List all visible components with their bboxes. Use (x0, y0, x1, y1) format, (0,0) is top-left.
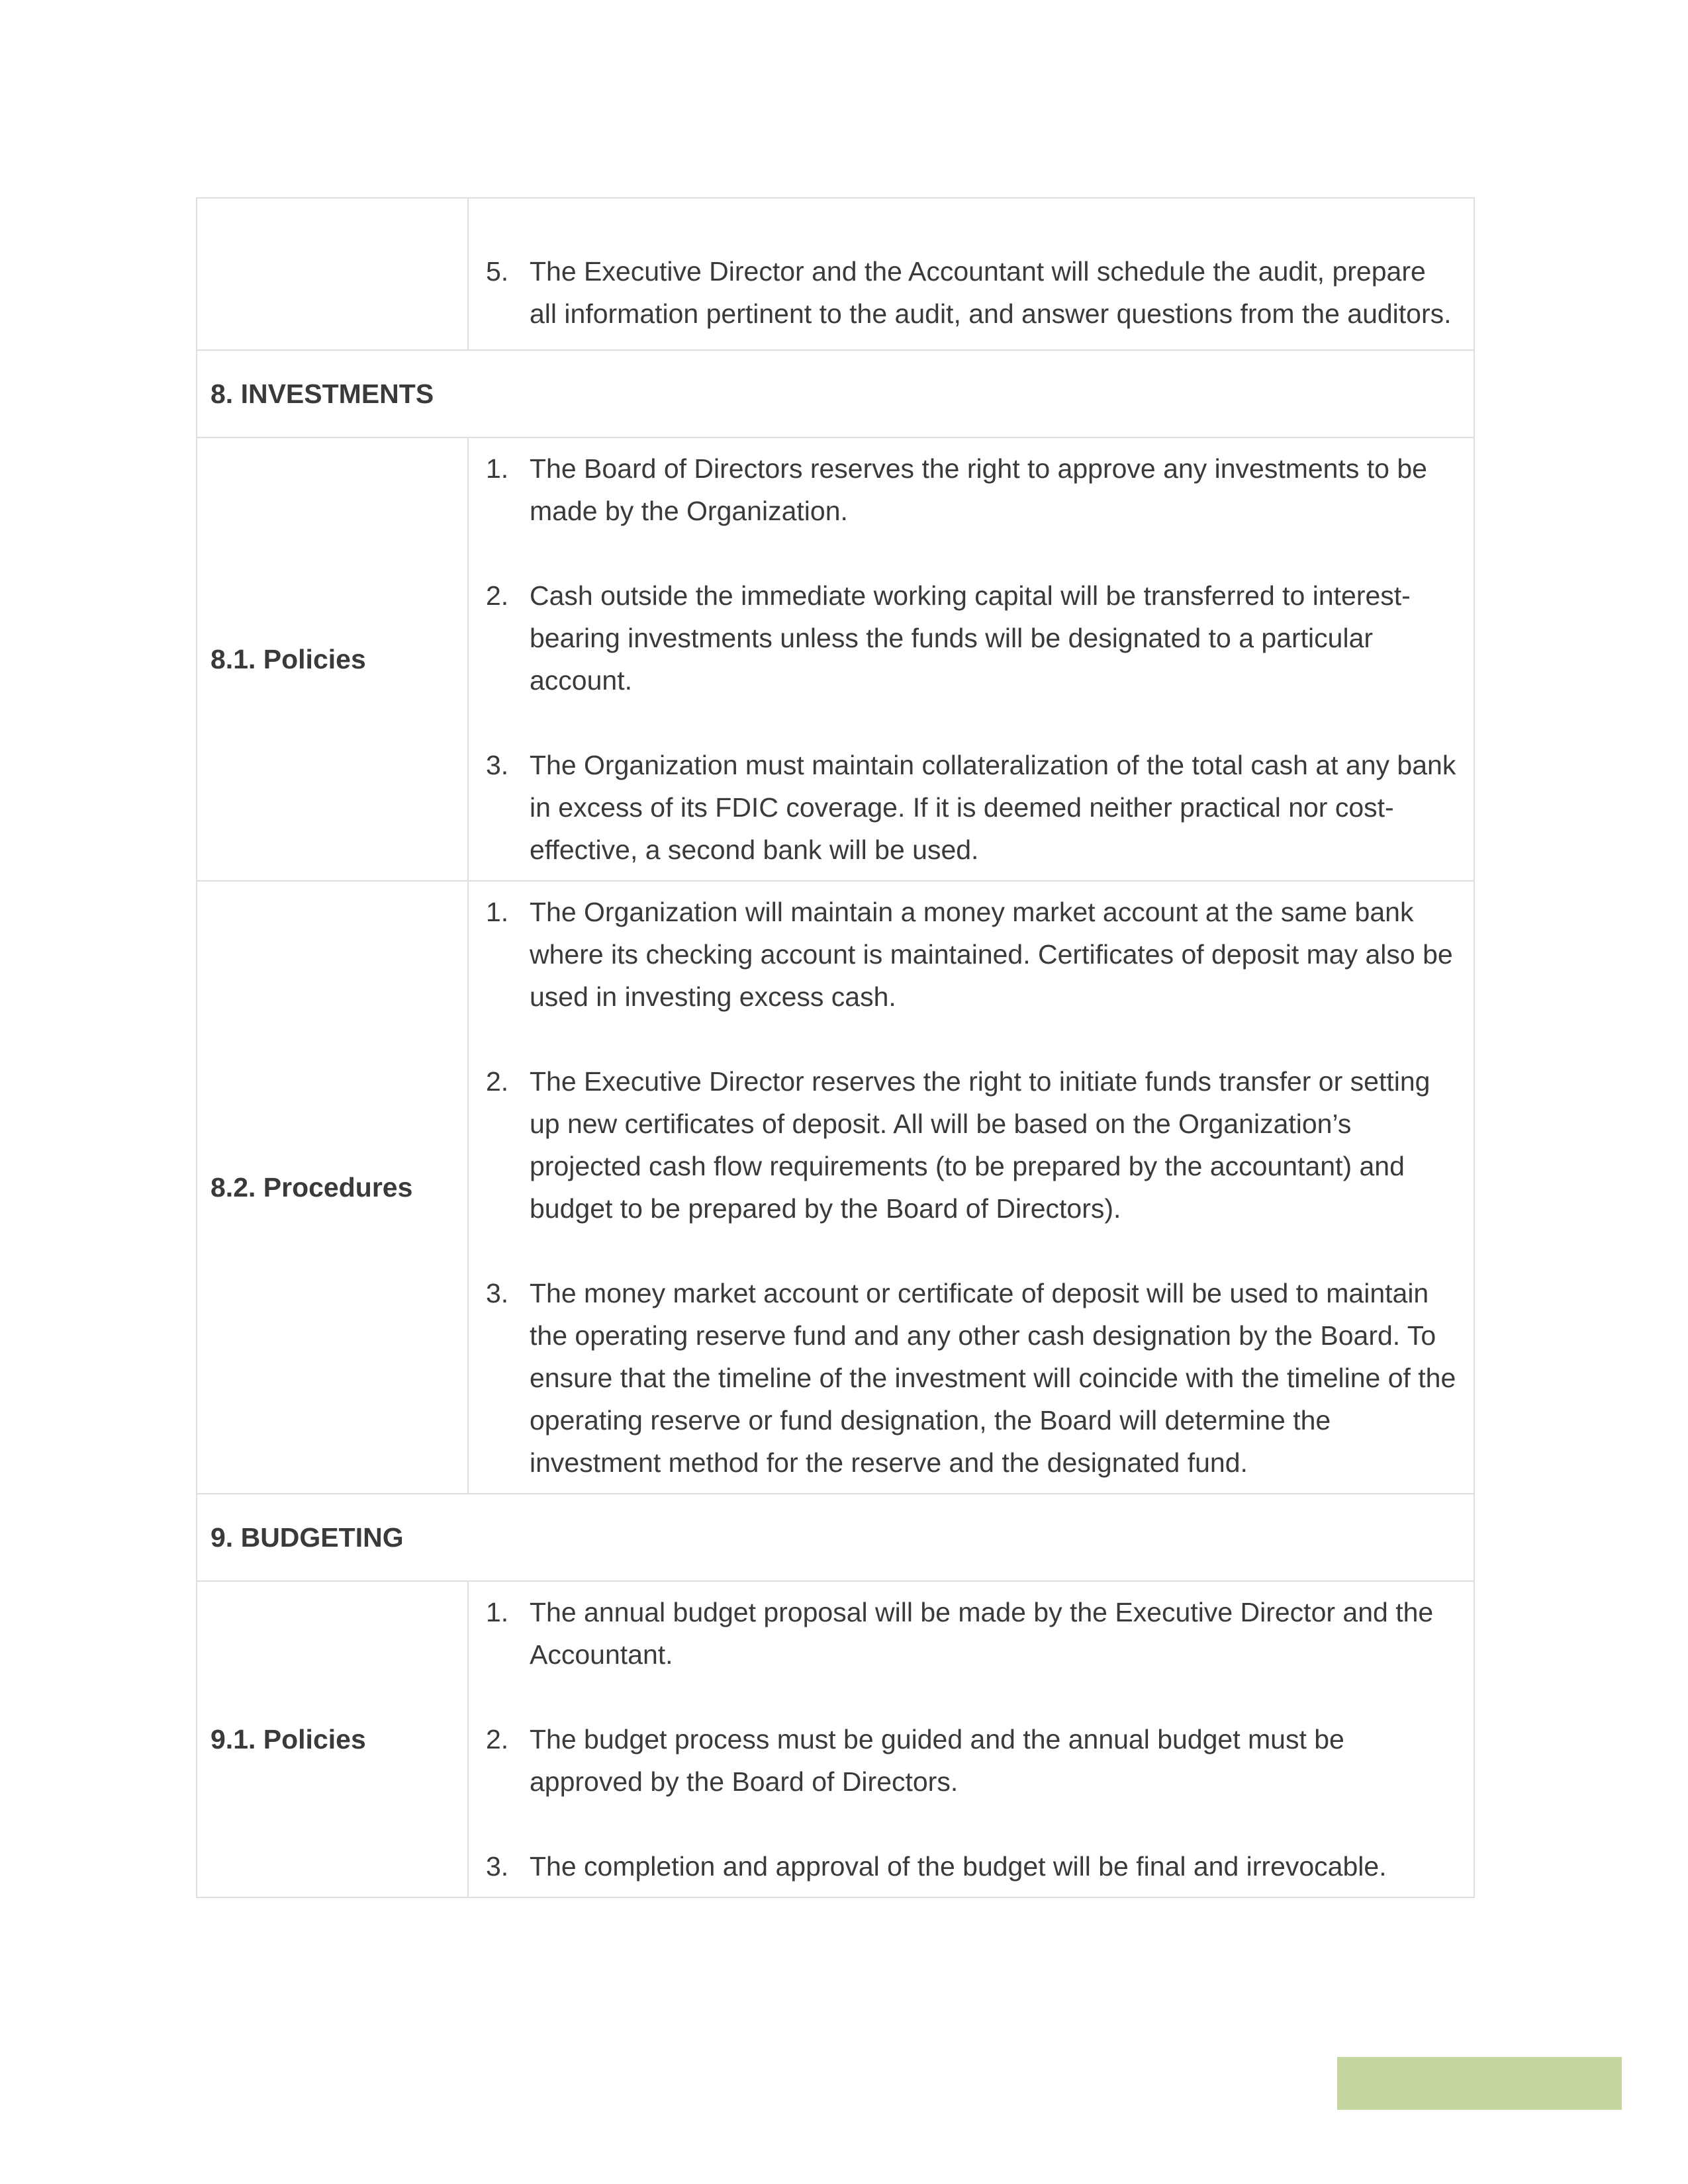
section-heading-investments: 8. INVESTMENTS (197, 350, 1474, 437)
item-text: The Organization will maintain a money market account at the same bank where its checking account is maintained. Certificates of deposit may also be used in investing excess cash. (530, 897, 1453, 1012)
table-row (197, 881, 1474, 1494)
table-row (197, 198, 1474, 350)
section-header-row (197, 350, 1474, 437)
item-text: The budget process must be guided and the annual budget must be approved by the Board of Directors. (530, 1724, 1344, 1797)
policy-table (196, 197, 1475, 1898)
item-number: 5. (486, 256, 509, 287)
item-number: 1. (486, 1597, 509, 1627)
item-number: 1. (486, 453, 509, 484)
item-number: 3. (486, 750, 509, 780)
row-label-empty (197, 198, 468, 350)
list-item (479, 250, 1458, 335)
row-label-policies-8-1: 8.1. Policies (197, 437, 468, 881)
item-text: The completion and approval of the budget will be final and irrevocable. (530, 1851, 1387, 1882)
section-header-row (197, 1494, 1474, 1581)
item-number: 3. (486, 1278, 509, 1308)
list-item (479, 744, 1458, 871)
item-text: The Executive Director reserves the right to initiate funds transfer or setting up new certificates of deposit. All will be based on the Organization’s projected cash flow requirements (to be prepared by the accountant) and budget to be prepared by the Board of Directors). (530, 1066, 1430, 1224)
item-text: Cash outside the immediate working capital will be transferred to interest-bearing investments unless the funds will be designated to a particular account. (530, 580, 1411, 696)
list-item (479, 1845, 1458, 1888)
row-items (468, 437, 1474, 881)
list-item (479, 1591, 1458, 1676)
section-heading-budgeting: 9. BUDGETING (197, 1494, 1474, 1581)
item-text: The Board of Directors reserves the right to approve any investments to be made by the Organization. (530, 453, 1427, 526)
footer-accent-bar (1337, 2057, 1622, 2110)
list-item (479, 574, 1458, 702)
list-item (479, 891, 1458, 1018)
list-item (479, 1272, 1458, 1484)
list-item (479, 1060, 1458, 1230)
row-items (468, 1581, 1474, 1897)
table-row (197, 437, 1474, 881)
item-text: The Organization must maintain collateralization of the total cash at any bank in excess of its FDIC coverage. If it is deemed neither practical nor cost-effective, a second bank will be used. (530, 750, 1456, 865)
row-label-policies-9-1: 9.1. Policies (197, 1581, 468, 1897)
row-label-procedures-8-2: 8.2. Procedures (197, 881, 468, 1494)
item-number: 2. (486, 580, 509, 611)
list-item (479, 447, 1458, 532)
table-row (197, 1581, 1474, 1897)
item-number: 2. (486, 1724, 509, 1754)
item-number: 2. (486, 1066, 509, 1097)
row-items (468, 881, 1474, 1494)
row-items (468, 198, 1474, 350)
item-text: The annual budget proposal will be made by the Executive Director and the Accountant. (530, 1597, 1434, 1670)
item-number: 1. (486, 897, 509, 927)
item-number: 3. (486, 1851, 509, 1882)
list-item (479, 1718, 1458, 1803)
item-text: The money market account or certificate of deposit will be used to maintain the operating reserve fund and any other cash designation by the Board. To ensure that the timeline of the investment will coincide with the timeline of the operating reserve or fund designation, the Board will determine the investment method for the reserve and the designated fund. (530, 1278, 1456, 1478)
item-text: The Executive Director and the Accountant will schedule the audit, prepare all information pertinent to the audit, and answer questions from the auditors. (530, 256, 1452, 329)
